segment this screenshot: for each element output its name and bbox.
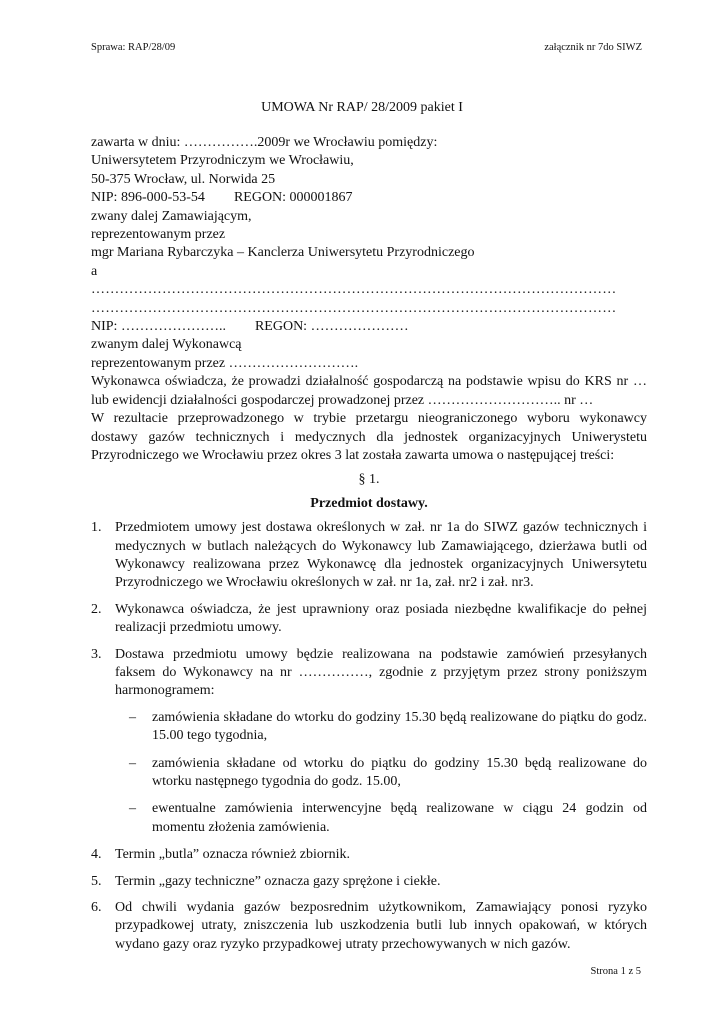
page-number: Strona 1 z 5	[590, 966, 641, 977]
document-body	[91, 134, 647, 962]
dash-bullet: –	[129, 801, 136, 817]
intro-represented-by: reprezentowanym przez	[91, 227, 226, 243]
item-text: Przedmiotem umowy jest dostawa określonych w zał. nr 1a do SIWZ gazów technicznych i medycznych w butlach należących do Wykonawcy lub Zamawiającego, dzierżawa butli od Wykonawcy realizowana przez Wykonawcę dla jednostek organizacyjnych Uniwersytetu Przyrodniczego we Wrocławiu określonych w zał. nr 1a, zał. nr2 i zał. nr3.	[115, 520, 647, 591]
schedule-text: zamówienia składane do wtorku do godziny 15.30 będą realizowane do piątku do godz. 15.00 tego tygodnia,	[152, 709, 647, 744]
contractor-represented-by: reprezentowanym przez ……………………….	[91, 355, 359, 371]
intro-address: 50-375 Wrocław, ul. Norwida 25	[91, 171, 276, 187]
tender-paragraph: W rezultacie przeprowadzonego w trybie przetargu nieograniczonego wyboru wykonawcy dostawy gazów technicznych i medycznych dla jednostek organizacyjnych Uniwerystetu Przyrodniczego we Wrocławiu przez okres 3 lat została zawarta umowa o następującej treści:	[91, 411, 647, 463]
clause-list	[91, 519, 647, 954]
contractor-name-blank: …………………………………………………………………………………………………	[91, 282, 617, 298]
intro-date-line: zawarta w dniu: …………….2009r we Wrocławiu pomiędzy:	[91, 135, 438, 150]
schedule-item	[115, 709, 647, 746]
schedule-text: zamówienia składane od wtorku do piątku do godziny 15.30 będą realizowane do wtorku następnego tygodnia do godz. 15.00,	[152, 755, 647, 789]
item-number: 2.	[91, 601, 102, 617]
section-title: Przedmiot dostawy.	[310, 495, 428, 511]
dash-bullet: –	[129, 755, 136, 771]
schedule-item	[115, 800, 647, 837]
item-number: 5.	[91, 873, 102, 889]
schedule-text: ewentualne zamówienia interwencyjne będą realizowane w ciągu 24 godzin od momentu złożenia zamówienia.	[152, 801, 647, 835]
item-number: 3.	[91, 646, 102, 662]
intro-and: a	[91, 263, 98, 279]
list-item	[91, 899, 647, 954]
item-text: Termin „gazy techniczne” oznacza gazy sprężone i ciekłe.	[115, 873, 441, 889]
schedule-list	[115, 709, 647, 837]
document-title: UMOWA Nr RAP/ 28/2009 pakiet I	[261, 100, 463, 115]
contractor-declaration: Wykonawca oświadcza, że prowadzi działalność gospodarczą na podstawie wpisu do KRS nr … lub ewidencji działalności gospodarczej prowadzonej przez ……………………….. nr …	[91, 374, 647, 408]
intro-university: Uniwersytetem Przyrodniczym we Wrocławiu,	[91, 153, 354, 169]
contractor-called: zwanym dalej Wykonawcą	[91, 337, 242, 353]
intro-ordering-party: zwany dalej Zamawiającym,	[91, 208, 252, 224]
item-number: 6.	[91, 900, 102, 916]
list-item	[91, 646, 647, 838]
intro-nip-regon	[91, 189, 647, 207]
header-case-number: Sprawa: RAP/28/09	[91, 42, 176, 53]
item-text: Wykonawca oświadcza, że jest uprawniony oraz posiada niezbędne kwalifikacje do pełnej realizacji przedmiotu umowy.	[115, 601, 647, 636]
item-text: Dostawa przedmiotu umowy będzie realizowana na podstawie zamówień przesyłanych faksem do Wykonawcy na nr ……………, zgodnie z przyjętym przez strony poniższym harmonogramem:	[115, 646, 647, 699]
contractor-address-blank: …………………………………………………………………………………………………	[91, 300, 617, 316]
schedule-item	[115, 755, 647, 792]
list-item	[91, 601, 647, 638]
nip-value: NIP: 896-000-53-54	[91, 190, 205, 206]
item-number: 4.	[91, 847, 102, 863]
header-attachment: załącznik nr 7do SIWZ	[544, 42, 642, 53]
contractor-nip: NIP: …………………..	[91, 319, 226, 335]
intro-representative: mgr Mariana Rybarczyka – Kanclerza Uniwersytetu Przyrodniczego	[91, 245, 475, 261]
list-item	[91, 519, 647, 593]
regon-value: REGON: 000001867	[233, 190, 353, 206]
section-number: § 1.	[358, 472, 380, 488]
contractor-regon: REGON: …………………	[254, 319, 409, 335]
item-number: 1.	[91, 520, 102, 536]
contractor-nip-regon	[91, 318, 647, 336]
list-item	[91, 846, 647, 864]
list-item	[91, 873, 647, 891]
item-text: Od chwili wydania gazów bezposrednim użytkownikom, Zamawiający ponosi ryzyko przypadkowej utraty, zniszczenia lub uszkodzenia butli lub innych opakowań, w których wydano gazy oraz ryzyko przypadkowej utraty przechowywanych w nich gazów.	[115, 900, 647, 952]
item-text: Termin „butla” oznacza również zbiornik.	[115, 847, 350, 863]
dash-bullet: –	[129, 709, 136, 725]
